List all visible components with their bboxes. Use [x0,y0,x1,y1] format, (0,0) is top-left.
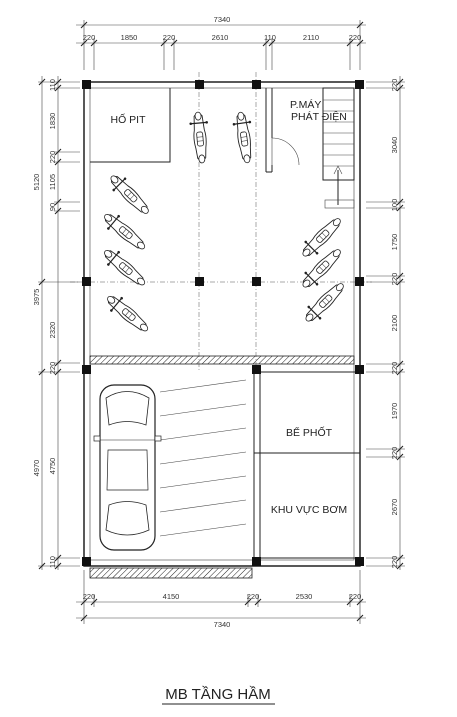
left-dimensions [32,76,80,570]
left-inner-dim-1: 110 [48,79,57,91]
pump-area-label: KHU VỰC BƠM [270,504,348,516]
bottom-dim-3: 220 [246,592,260,601]
right-dimensions [366,76,405,570]
left-inner-dim-5: 90 [48,202,57,212]
top-dim-4: 2610 [211,33,229,42]
left-inner-dim-8: 4750 [48,457,57,475]
right-dim-6: 2100 [390,314,399,332]
right-dim-8: 1970 [390,402,399,420]
top-dim-2: 1850 [120,33,138,42]
left-outer-dim-3: 4970 [32,459,41,477]
right-dim-10: 2670 [390,498,399,516]
bottom-total-dim: 7340 [213,620,231,629]
left-outer-dim-1: 5120 [32,173,41,191]
right-dim-3: 100 [390,198,399,212]
top-total-dim: 7340 [213,15,231,24]
right-dim-11: 220 [390,555,399,569]
right-dim-7: 220 [390,361,399,375]
generator-room-label-1: P.MÁY [290,99,322,111]
bottom-dim-5: 220 [348,592,362,601]
top-dim-6: 2110 [302,33,320,42]
left-inner-dim-4: 1105 [48,173,57,191]
right-dim-1: 220 [390,78,399,92]
top-dimensions [76,15,366,70]
left-inner-dim-3: 220 [48,150,57,164]
bottom-dim-2: 4150 [162,592,180,601]
pit-label: HỐ PIT [110,114,146,126]
right-dim-5: 220 [390,272,399,286]
bottom-dim-1: 220 [82,592,96,601]
bottom-dimensions [76,570,366,629]
top-dim-7: 220 [348,33,362,42]
left-inner-dim-2: 1830 [48,112,57,130]
generator-room-label-2: PHÁT ĐIỆN [291,111,347,123]
left-outer-dim-2: 3975 [32,288,41,306]
right-dim-4: 1750 [390,233,399,251]
left-inner-dim-6: 2320 [48,321,57,339]
left-inner-dim-7: 220 [48,361,57,375]
bottom-dim-4: 2530 [295,592,313,601]
right-dim-9: 220 [390,446,399,460]
top-dim-3: 220 [162,33,176,42]
top-dim-1: 220 [82,33,96,42]
top-dim-5: 110 [264,33,276,42]
motorbike-icon [99,111,349,337]
left-inner-dim-9: 110 [48,556,57,568]
septic-label: BỂ PHỐT [285,427,333,439]
right-dim-2: 3040 [390,136,399,154]
car-icon [94,385,161,550]
page-title: MB TẦNG HẦM [165,686,271,703]
